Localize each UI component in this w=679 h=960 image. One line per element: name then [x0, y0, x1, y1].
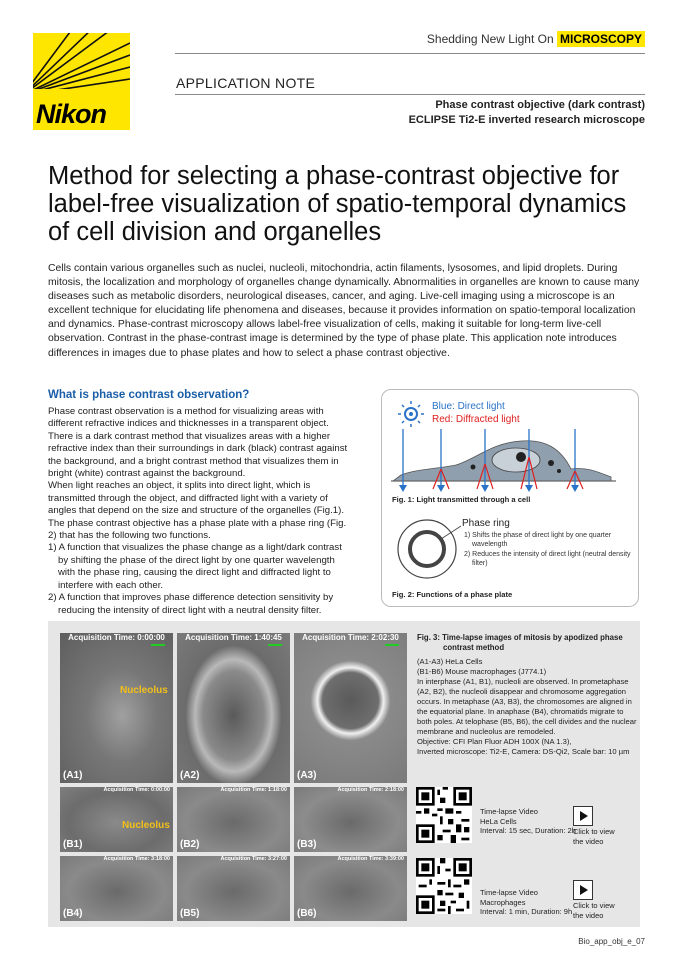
light-source-icon: [398, 401, 424, 427]
qr-code-icon[interactable]: [416, 787, 472, 843]
phase-ring-function-1: 1) Shifts the phase of direct light by one quarter wavelength: [464, 532, 612, 548]
nikon-logo: [33, 33, 130, 130]
section-label: APPLICATION NOTE: [176, 75, 316, 91]
header-divider: [175, 94, 645, 95]
phase-ring-label: Phase ring: [462, 518, 510, 529]
acq-time: Acquisition Time: 2:02:30: [302, 633, 399, 642]
intro-paragraph: Cells contain various organelles such as nuclei, nucleoli, mitochondria, actin filaments, lysosomes, and lipid droplets. During mitosis, the localization and morphology of organelles change dynamically. Abnormalities in organelles are known to cause many diseases such as metabolic disorders, neurological diseases, cancer, and aging. Live-cell imaging using a microscope is an excellent technique for elucidating life phenomena and diseases, because it provides information on spatio-temporal localization and dynamics. Phase-contrast microscopy allows label-free visualization of cells, making it suitable for long-term live-cell observation. Contrast in the phase-contrast image is determined by the type of phase plate. This application note introduces differences in images due to phase plates and how to select a phase contrast objective.: [48, 263, 640, 359]
play-icon: [574, 807, 592, 825]
fig3-caption-line-2: (B1-B6) Mouse macrophages (J774.1): [417, 667, 547, 676]
section-heading: What is phase contrast observation?: [48, 389, 250, 401]
logo-text: Nikon: [36, 99, 107, 129]
fig3-caption-title: Fig. 3: Time-lapse images of mitosis by apodized phase contrast method: [417, 633, 623, 652]
micrograph-b5: [177, 856, 290, 921]
body-list-item-1: 1) A function that visualizes the phase change as a light/dark contrast by shifting the phase of the direct light by one quarter wavelength with the phase ring, causing the direct light and diffracted light to interfere with each other.: [48, 542, 342, 591]
acq-time: Acquisition Time: 2:18:00: [337, 787, 404, 793]
body-paragraph-2: When light reaches an object, it splits into direct light, which is transmitted through the object, and diffracted light with a variety of angles that depend on the size and structure of the organelles (Fig.1). The phase contrast objective has a phase plate with a phase ring (Fig. 2) that has the following two functions.: [48, 480, 347, 542]
nucleolus-label: Nucleolus: [120, 685, 168, 696]
micrograph-a2: [177, 633, 290, 783]
acq-time: Acquisition Time: 3:39:00: [337, 856, 404, 862]
scale-bar: [268, 644, 282, 646]
video-2-link-line-2[interactable]: the video: [573, 910, 604, 920]
top-divider: [175, 53, 645, 54]
qr-code-icon[interactable]: [416, 858, 472, 914]
fig3-caption-body: In interphase (A1, B1), nucleoli are observed. In prometaphase (A2, B2), the nucleoli disappear and chromosome aggregation occurs. In metaphase (A3, B3), the chromosomes are aligned in the equatorial plane. In anaphase (B4), chromatids migrate to both poles. At telophase (B5, B6), the cell divides and the nuclear membrane and nucleolus are remodeled.: [417, 677, 637, 736]
play-video-2-button[interactable]: [573, 880, 593, 900]
scale-bar: [151, 644, 165, 646]
legend-direct-light: Blue: Direct light: [432, 401, 505, 412]
tagline-highlight: MICROSCOPY: [557, 31, 645, 47]
body-paragraph-1: Phase contrast observation is a method for visualizing areas with different refractive indices and thicknesses in a transparent object. There is a dark contrast method that visualizes areas with a higher refractive index than their surroundings in dark (black) contrast against the background, and a bright contrast method that visualizes them in bright (white) contrast against the background.: [48, 406, 348, 480]
title-line-2: label-free visualization of spatio-temporal dynamics: [48, 190, 627, 218]
video-2-link[interactable]: [573, 901, 615, 920]
micrograph-a1: [60, 633, 173, 783]
play-video-1-button[interactable]: [573, 806, 593, 826]
document-code: Bio_app_obj_e_07: [578, 937, 645, 946]
video-2-info: [480, 888, 572, 917]
video-2-interval: Interval: 1 min, Duration: 9h: [480, 907, 573, 916]
panel-label: (B6): [297, 908, 317, 919]
panel-label: (B5): [180, 908, 200, 919]
video-1-link[interactable]: [573, 827, 615, 846]
page-title: [48, 162, 638, 246]
panel-label: (B3): [297, 839, 317, 850]
tagline-prefix: Shedding New Light On: [426, 32, 554, 46]
play-icon: [574, 881, 592, 899]
video-1-info: [480, 807, 576, 836]
acq-time: Acquisition Time: 0:00:00: [103, 787, 170, 793]
micrograph-b3: [294, 787, 407, 852]
fig2-caption: Fig. 2: Functions of a phase plate: [392, 590, 513, 599]
micrograph-b4: [60, 856, 173, 921]
tagline: [427, 32, 645, 46]
video-1-link-line-2[interactable]: the video: [573, 836, 604, 846]
video-2-title: Time-lapse Video: [480, 888, 538, 897]
video-2-subject: Macrophages: [480, 897, 526, 907]
panel-label: (B4): [63, 908, 83, 919]
legend-diffracted-light: Red: Diffracted light: [432, 414, 520, 425]
acq-time: Acquisition Time: 3:18:00: [103, 856, 170, 862]
nucleolus-label: Nucleolus: [122, 820, 170, 831]
phase-ring-function-2: 2) Reduces the intensity of direct light (neutral density filter): [464, 551, 631, 567]
micrograph-a3: [294, 633, 407, 783]
product-subtitle: [409, 98, 645, 128]
video-1-link-line-1[interactable]: Click to view: [573, 827, 615, 836]
panel-label: (A1): [63, 770, 83, 781]
subtitle-line-1: Phase contrast objective (dark contrast): [435, 99, 645, 111]
panel-label: (B1): [63, 839, 83, 850]
subtitle-line-2: ECLIPSE Ti2-E inverted research microscope: [408, 114, 645, 126]
video-2-link-line-1[interactable]: Click to view: [573, 901, 615, 910]
acq-time: Acquisition Time: 0:00:00: [68, 633, 165, 642]
fig3-caption-camera: Inverted microscope: Ti2-E, Camera: DS-Qi2, Scale bar: 10 µm: [417, 747, 630, 756]
panel-label: (A3): [297, 770, 317, 781]
video-1-subject: HeLa Cells: [480, 816, 517, 826]
micrograph-b6: [294, 856, 407, 921]
acq-time: Acquisition Time: 1:40:45: [185, 633, 282, 642]
phase-ring-icon: [398, 520, 461, 578]
micrograph-b2: [177, 787, 290, 852]
scale-bar: [385, 644, 399, 646]
micrograph-b1: [60, 787, 173, 852]
fig1-caption: Fig. 1: Light transmitted through a cell: [392, 495, 531, 504]
body-list-item-2: 2) A function that improves phase difference detection sensitivity by reducing the intensity of direct light with a neutral density filter.: [48, 592, 334, 616]
section-body: [48, 406, 350, 617]
fig3-caption-line-1: (A1-A3) HeLa Cells: [417, 657, 483, 666]
fig3-caption-objective: Objective: CFI Plan Fluor ADH 100X (NA 1.3),: [417, 737, 572, 746]
panel-label: (A2): [180, 770, 200, 781]
title-line-1: Method for selecting a phase-contrast objective for: [48, 162, 620, 190]
acq-time: Acquisition Time: 1:18:00: [220, 787, 287, 793]
acq-time: Acquisition Time: 3:27:00: [220, 856, 287, 862]
title-line-3: of cell division and organelles: [48, 218, 382, 246]
video-1-interval: Interval: 15 sec, Duration: 2h: [480, 826, 576, 835]
panel-label: (B2): [180, 839, 200, 850]
fig3-caption: [417, 633, 637, 757]
video-1-title: Time-lapse Video: [480, 807, 538, 816]
